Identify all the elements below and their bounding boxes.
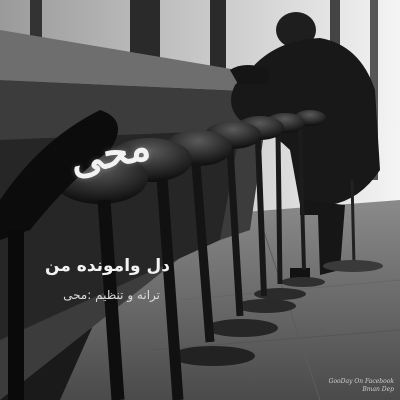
- watermark-line: GooDay On Facebook: [328, 378, 394, 385]
- artist-name-title: محی: [65, 122, 155, 185]
- watermark-signature: [329, 378, 394, 394]
- lyrics-credit: ترانه و تنظیم :محی: [63, 288, 160, 302]
- song-title: دل وامونده من: [45, 256, 170, 276]
- watermark-line: Bman Dep: [362, 386, 394, 393]
